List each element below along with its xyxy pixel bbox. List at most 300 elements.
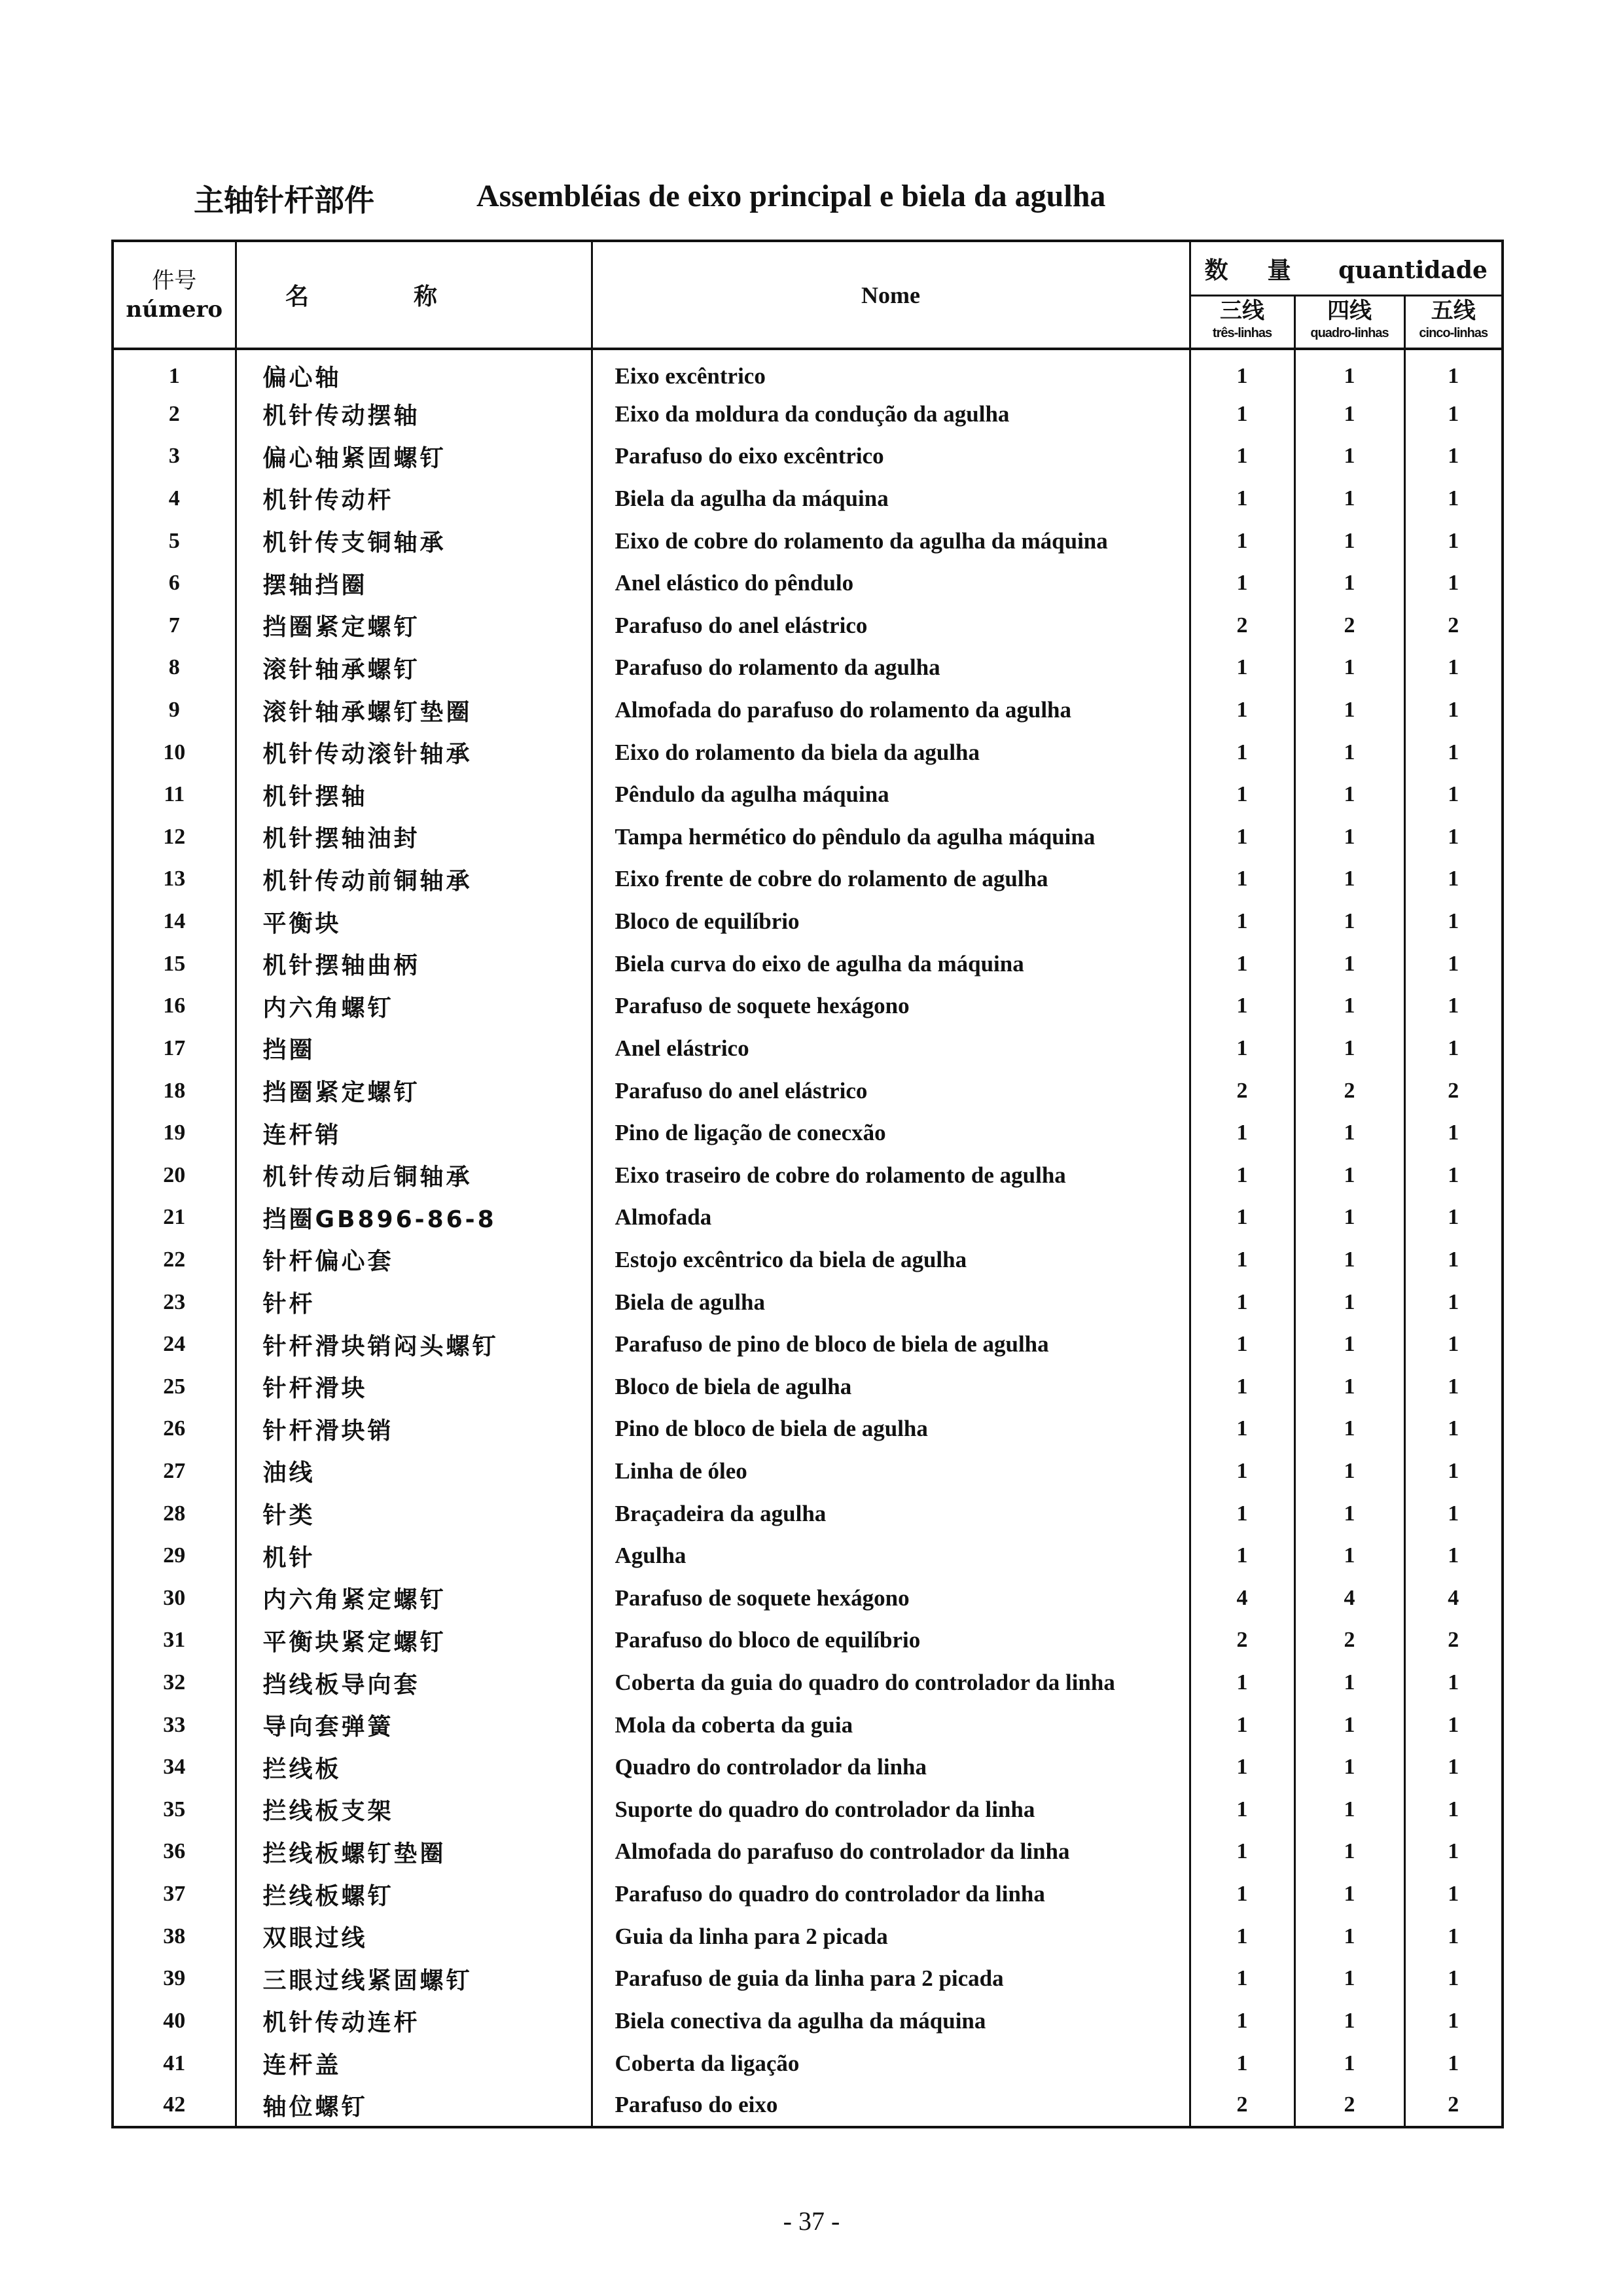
cell-qty-five: 1 bbox=[1404, 1662, 1503, 1704]
table-row bbox=[113, 2000, 1503, 2043]
cell-qty-five: 1 bbox=[1404, 858, 1503, 901]
cell-number: 1 bbox=[113, 349, 236, 393]
table-row bbox=[113, 1154, 1503, 1196]
header-five-lines bbox=[1404, 296, 1503, 350]
cell-number: 16 bbox=[113, 985, 236, 1028]
cell-qty-three: 1 bbox=[1190, 1746, 1294, 1789]
cell-number: 2 bbox=[113, 393, 236, 435]
header-five-lines-zh: 五线 bbox=[1431, 298, 1476, 324]
cell-number: 5 bbox=[113, 520, 236, 562]
cell-name-pt: Eixo excêntrico bbox=[592, 349, 1190, 393]
cell-number: 7 bbox=[113, 605, 236, 647]
cell-qty-five: 1 bbox=[1404, 1281, 1503, 1323]
cell-qty-three: 1 bbox=[1190, 1323, 1294, 1366]
cell-qty-three: 1 bbox=[1190, 1789, 1294, 1831]
table-row bbox=[113, 1577, 1503, 1620]
cell-qty-four: 1 bbox=[1294, 1873, 1404, 1916]
header-three-lines bbox=[1190, 296, 1294, 350]
table-row bbox=[113, 1196, 1503, 1239]
cell-name-pt: Parafuso do anel elástrico bbox=[592, 1069, 1190, 1112]
cell-name-pt: Eixo do rolamento da biela da agulha bbox=[592, 731, 1190, 774]
cell-name-pt: Parafuso de pino de bloco de biela de agulha bbox=[592, 1323, 1190, 1366]
cell-qty-three: 1 bbox=[1190, 647, 1294, 689]
table-row bbox=[113, 774, 1503, 816]
page-number: - 37 - bbox=[783, 2206, 840, 2236]
cell-qty-three: 1 bbox=[1190, 858, 1294, 901]
cell-number: 29 bbox=[113, 1535, 236, 1577]
cell-name-pt: Parafuso do bloco de equilíbrio bbox=[592, 1619, 1190, 1662]
cell-qty-five: 1 bbox=[1404, 1450, 1503, 1493]
cell-qty-four: 1 bbox=[1294, 1831, 1404, 1873]
parts-table bbox=[111, 240, 1504, 2128]
cell-number: 19 bbox=[113, 1112, 236, 1155]
cell-qty-three: 1 bbox=[1190, 942, 1294, 985]
cell-name-zh: 连杆盖 bbox=[236, 2042, 592, 2085]
cell-name-pt: Eixo traseiro de cobre do rolamento de agulha bbox=[592, 1154, 1190, 1196]
cell-qty-four: 1 bbox=[1294, 1408, 1404, 1450]
cell-number: 11 bbox=[113, 774, 236, 816]
cell-name-zh: 滚针轴承螺钉垫圈 bbox=[236, 689, 592, 732]
cell-number: 38 bbox=[113, 1915, 236, 1958]
cell-name-zh: 导向套弹簧 bbox=[236, 1704, 592, 1746]
cell-name-zh: 挡圈紧定螺钉 bbox=[236, 605, 592, 647]
cell-qty-five: 1 bbox=[1404, 647, 1503, 689]
cell-qty-four: 1 bbox=[1294, 1154, 1404, 1196]
cell-qty-three: 1 bbox=[1190, 731, 1294, 774]
table-row bbox=[113, 1492, 1503, 1535]
header-five-lines-pt: cinco-linhas bbox=[1419, 326, 1488, 340]
table-row bbox=[113, 689, 1503, 732]
cell-qty-five: 1 bbox=[1404, 435, 1503, 478]
cell-name-zh: 滚针轴承螺钉 bbox=[236, 647, 592, 689]
table-row bbox=[113, 1662, 1503, 1704]
cell-qty-three: 1 bbox=[1190, 478, 1294, 520]
table-row bbox=[113, 1535, 1503, 1577]
cell-qty-four: 1 bbox=[1294, 393, 1404, 435]
cell-name-pt: Eixo frente de cobre do rolamento de agulha bbox=[592, 858, 1190, 901]
cell-qty-five: 1 bbox=[1404, 985, 1503, 1028]
cell-name-pt: Linha de óleo bbox=[592, 1450, 1190, 1493]
cell-qty-five: 1 bbox=[1404, 2042, 1503, 2085]
cell-qty-four: 1 bbox=[1294, 1789, 1404, 1831]
cell-name-pt: Anel elástrico bbox=[592, 1028, 1190, 1070]
cell-name-pt: Parafuso de soquete hexágono bbox=[592, 985, 1190, 1028]
cell-name-pt: Estojo excêntrico da biela de agulha bbox=[592, 1239, 1190, 1282]
cell-qty-five: 1 bbox=[1404, 562, 1503, 605]
cell-qty-four: 1 bbox=[1294, 562, 1404, 605]
cell-name-zh: 挡圈 bbox=[236, 1028, 592, 1070]
cell-name-zh: 三眼过线紧固螺钉 bbox=[236, 1958, 592, 2000]
header-number-zh: 件号 bbox=[152, 267, 197, 294]
cell-name-zh: 机针传动后铜轴承 bbox=[236, 1154, 592, 1196]
table-row bbox=[113, 478, 1503, 520]
table-row bbox=[113, 1958, 1503, 2000]
cell-number: 24 bbox=[113, 1323, 236, 1366]
table-row bbox=[113, 985, 1503, 1028]
cell-qty-four: 1 bbox=[1294, 816, 1404, 859]
table-row bbox=[113, 1873, 1503, 1916]
table-row bbox=[113, 1704, 1503, 1746]
table-row bbox=[113, 2042, 1503, 2085]
cell-number: 8 bbox=[113, 647, 236, 689]
cell-qty-five: 1 bbox=[1404, 1704, 1503, 1746]
cell-number: 13 bbox=[113, 858, 236, 901]
cell-name-zh: 内六角螺钉 bbox=[236, 985, 592, 1028]
cell-qty-four: 2 bbox=[1294, 1069, 1404, 1112]
table-row bbox=[113, 520, 1503, 562]
cell-name-pt: Parafuso de soquete hexágono bbox=[592, 1577, 1190, 1620]
cell-number: 14 bbox=[113, 901, 236, 943]
cell-qty-five: 1 bbox=[1404, 1831, 1503, 1873]
cell-name-pt: Anel elástico do pêndulo bbox=[592, 562, 1190, 605]
cell-name-pt: Mola da coberta da guia bbox=[592, 1704, 1190, 1746]
table-row bbox=[113, 1281, 1503, 1323]
cell-name-zh: 内六角紧定螺钉 bbox=[236, 1577, 592, 1620]
cell-qty-five: 1 bbox=[1404, 1873, 1503, 1916]
cell-name-pt: Quadro do controlador da linha bbox=[592, 1746, 1190, 1789]
cell-number: 22 bbox=[113, 1239, 236, 1282]
cell-qty-four: 1 bbox=[1294, 901, 1404, 943]
cell-number: 23 bbox=[113, 1281, 236, 1323]
cell-name-zh: 双眼过线 bbox=[236, 1915, 592, 1958]
cell-qty-four: 1 bbox=[1294, 1281, 1404, 1323]
cell-qty-four: 1 bbox=[1294, 689, 1404, 732]
cell-qty-three: 1 bbox=[1190, 1154, 1294, 1196]
table-row bbox=[113, 1069, 1503, 1112]
table-row bbox=[113, 1915, 1503, 1958]
cell-qty-five: 4 bbox=[1404, 1577, 1503, 1620]
cell-qty-three: 1 bbox=[1190, 562, 1294, 605]
cell-qty-five: 1 bbox=[1404, 393, 1503, 435]
cell-number: 3 bbox=[113, 435, 236, 478]
cell-name-zh: 偏心轴紧固螺钉 bbox=[236, 435, 592, 478]
table-header bbox=[113, 241, 1503, 349]
cell-qty-four: 1 bbox=[1294, 1492, 1404, 1535]
cell-name-pt: Braçadeira da agulha bbox=[592, 1492, 1190, 1535]
cell-qty-four: 1 bbox=[1294, 858, 1404, 901]
cell-qty-three: 1 bbox=[1190, 435, 1294, 478]
cell-name-pt: Pino de ligação de conecxão bbox=[592, 1112, 1190, 1155]
cell-qty-five: 2 bbox=[1404, 605, 1503, 647]
cell-name-zh: 拦线板 bbox=[236, 1746, 592, 1789]
table-row bbox=[113, 1746, 1503, 1789]
cell-name-pt: Pino de bloco de biela de agulha bbox=[592, 1408, 1190, 1450]
cell-name-zh: 平衡块紧定螺钉 bbox=[236, 1619, 592, 1662]
cell-name-zh: 针类 bbox=[236, 1492, 592, 1535]
cell-qty-three: 1 bbox=[1190, 1112, 1294, 1155]
cell-qty-five: 1 bbox=[1404, 1365, 1503, 1408]
cell-number: 36 bbox=[113, 1831, 236, 1873]
cell-number: 27 bbox=[113, 1450, 236, 1493]
page-title-pt: Assembléias de eixo principal e biela da agulha bbox=[476, 179, 1106, 213]
cell-qty-three: 2 bbox=[1190, 2085, 1294, 2127]
cell-number: 40 bbox=[113, 2000, 236, 2043]
cell-name-pt: Coberta da guia do quadro do controlador da linha bbox=[592, 1662, 1190, 1704]
cell-qty-three: 1 bbox=[1190, 1831, 1294, 1873]
cell-qty-five: 1 bbox=[1404, 942, 1503, 985]
cell-name-zh: 油线 bbox=[236, 1450, 592, 1493]
table-row bbox=[113, 1112, 1503, 1155]
cell-qty-three: 1 bbox=[1190, 1408, 1294, 1450]
cell-name-pt: Biela de agulha bbox=[592, 1281, 1190, 1323]
cell-name-pt: Coberta da ligação bbox=[592, 2042, 1190, 2085]
cell-qty-four: 1 bbox=[1294, 1535, 1404, 1577]
cell-name-zh: 拦线板支架 bbox=[236, 1789, 592, 1831]
cell-qty-four: 1 bbox=[1294, 774, 1404, 816]
header-name-zh: 名称 bbox=[236, 241, 592, 349]
cell-name-zh: 机针摆轴 bbox=[236, 774, 592, 816]
header-four-lines bbox=[1294, 296, 1404, 350]
cell-qty-four: 1 bbox=[1294, 1196, 1404, 1239]
cell-qty-five: 1 bbox=[1404, 816, 1503, 859]
header-four-lines-zh: 四线 bbox=[1327, 298, 1372, 324]
cell-number: 33 bbox=[113, 1704, 236, 1746]
header-number-pt: número bbox=[126, 296, 223, 323]
cell-qty-three: 1 bbox=[1190, 2042, 1294, 2085]
cell-qty-four: 1 bbox=[1294, 1662, 1404, 1704]
cell-name-zh: 机针传动滚针轴承 bbox=[236, 731, 592, 774]
cell-name-pt: Parafuso do eixo bbox=[592, 2085, 1190, 2127]
table-row bbox=[113, 1831, 1503, 1873]
table-row bbox=[113, 1619, 1503, 1662]
cell-number: 35 bbox=[113, 1789, 236, 1831]
cell-qty-four: 1 bbox=[1294, 1958, 1404, 2000]
cell-qty-five: 1 bbox=[1404, 731, 1503, 774]
cell-name-pt: Eixo da moldura da condução da agulha bbox=[592, 393, 1190, 435]
cell-qty-four: 1 bbox=[1294, 731, 1404, 774]
cell-qty-three: 1 bbox=[1190, 1492, 1294, 1535]
cell-number: 31 bbox=[113, 1619, 236, 1662]
cell-qty-four: 1 bbox=[1294, 942, 1404, 985]
cell-number: 39 bbox=[113, 1958, 236, 2000]
cell-name-zh: 机针摆轴油封 bbox=[236, 816, 592, 859]
cell-name-pt: Pêndulo da agulha máquina bbox=[592, 774, 1190, 816]
cell-name-zh: 平衡块 bbox=[236, 901, 592, 943]
cell-number: 9 bbox=[113, 689, 236, 732]
table-row bbox=[113, 942, 1503, 985]
cell-qty-five: 1 bbox=[1404, 689, 1503, 732]
table-row bbox=[113, 1450, 1503, 1493]
cell-qty-five: 1 bbox=[1404, 901, 1503, 943]
cell-qty-three: 1 bbox=[1190, 1365, 1294, 1408]
table-row bbox=[113, 1323, 1503, 1366]
cell-name-zh: 挡线板导向套 bbox=[236, 1662, 592, 1704]
cell-name-zh: 拦线板螺钉垫圈 bbox=[236, 1831, 592, 1873]
cell-qty-three: 1 bbox=[1190, 1662, 1294, 1704]
cell-qty-four: 2 bbox=[1294, 605, 1404, 647]
cell-name-zh: 机针摆轴曲柄 bbox=[236, 942, 592, 985]
cell-qty-four: 1 bbox=[1294, 1704, 1404, 1746]
cell-name-zh: 拦线板螺钉 bbox=[236, 1873, 592, 1916]
cell-name-zh: 机针传动摆轴 bbox=[236, 393, 592, 435]
cell-name-pt: Suporte do quadro do controlador da linha bbox=[592, 1789, 1190, 1831]
cell-qty-four: 1 bbox=[1294, 478, 1404, 520]
cell-number: 12 bbox=[113, 816, 236, 859]
cell-qty-four: 1 bbox=[1294, 1450, 1404, 1493]
header-name-pt: Nome bbox=[592, 241, 1190, 349]
cell-number: 21 bbox=[113, 1196, 236, 1239]
cell-qty-four: 4 bbox=[1294, 1577, 1404, 1620]
cell-qty-four: 2 bbox=[1294, 2085, 1404, 2127]
cell-number: 41 bbox=[113, 2042, 236, 2085]
cell-qty-five: 1 bbox=[1404, 1746, 1503, 1789]
cell-name-pt: Parafuso do quadro do controlador da linha bbox=[592, 1873, 1190, 1916]
page-title-zh: 主轴针杆部件 bbox=[194, 183, 374, 218]
cell-number: 15 bbox=[113, 942, 236, 985]
cell-number: 20 bbox=[113, 1154, 236, 1196]
cell-name-pt: Almofada do parafuso do rolamento da agulha bbox=[592, 689, 1190, 732]
cell-name-pt: Guia da linha para 2 picada bbox=[592, 1915, 1190, 1958]
cell-name-pt: Parafuso do rolamento da agulha bbox=[592, 647, 1190, 689]
cell-qty-four: 1 bbox=[1294, 2042, 1404, 2085]
cell-name-zh: 机针 bbox=[236, 1535, 592, 1577]
table-row bbox=[113, 901, 1503, 943]
cell-name-zh: 摆轴挡圈 bbox=[236, 562, 592, 605]
cell-qty-five: 1 bbox=[1404, 1492, 1503, 1535]
cell-name-zh: 机针传支铜轴承 bbox=[236, 520, 592, 562]
cell-qty-three: 1 bbox=[1190, 520, 1294, 562]
cell-name-zh: 机针传动前铜轴承 bbox=[236, 858, 592, 901]
header-three-lines-pt: três-linhas bbox=[1212, 326, 1272, 340]
cell-qty-four: 1 bbox=[1294, 1915, 1404, 1958]
cell-name-zh: 轴位螺钉 bbox=[236, 2085, 592, 2127]
cell-qty-three: 1 bbox=[1190, 689, 1294, 732]
cell-qty-five: 1 bbox=[1404, 1915, 1503, 1958]
header-quantity-pt: quantidade bbox=[1338, 256, 1488, 284]
cell-qty-five: 1 bbox=[1404, 520, 1503, 562]
header-quantity-zh: 数量 bbox=[1204, 257, 1330, 284]
cell-qty-four: 1 bbox=[1294, 1323, 1404, 1366]
cell-qty-three: 1 bbox=[1190, 1915, 1294, 1958]
header-three-lines-zh: 三线 bbox=[1220, 298, 1264, 324]
cell-qty-four: 1 bbox=[1294, 1365, 1404, 1408]
cell-number: 26 bbox=[113, 1408, 236, 1450]
cell-number: 17 bbox=[113, 1028, 236, 1070]
cell-name-zh: 针杆 bbox=[236, 1281, 592, 1323]
cell-name-pt: Agulha bbox=[592, 1535, 1190, 1577]
cell-qty-five: 1 bbox=[1404, 1958, 1503, 2000]
cell-qty-five: 1 bbox=[1404, 1196, 1503, 1239]
cell-qty-five: 1 bbox=[1404, 349, 1503, 393]
cell-qty-five: 1 bbox=[1404, 1535, 1503, 1577]
table-row bbox=[113, 816, 1503, 859]
cell-number: 10 bbox=[113, 731, 236, 774]
cell-name-zh: 针杆滑块 bbox=[236, 1365, 592, 1408]
cell-name-pt: Biela conectiva da agulha da máquina bbox=[592, 2000, 1190, 2043]
cell-number: 6 bbox=[113, 562, 236, 605]
cell-qty-four: 1 bbox=[1294, 1112, 1404, 1155]
cell-qty-three: 1 bbox=[1190, 985, 1294, 1028]
cell-name-pt: Eixo de cobre do rolamento da agulha da máquina bbox=[592, 520, 1190, 562]
table-body bbox=[113, 349, 1503, 2127]
cell-name-pt: Parafuso do eixo excêntrico bbox=[592, 435, 1190, 478]
cell-name-zh: 挡圈GB896-86-8 bbox=[236, 1196, 592, 1239]
cell-number: 34 bbox=[113, 1746, 236, 1789]
cell-name-pt: Biela curva do eixo de agulha da máquina bbox=[592, 942, 1190, 985]
cell-name-pt: Tampa hermético do pêndulo da agulha máquina bbox=[592, 816, 1190, 859]
header-four-lines-pt: quadro-linhas bbox=[1310, 326, 1389, 340]
cell-qty-three: 1 bbox=[1190, 1196, 1294, 1239]
cell-qty-five: 1 bbox=[1404, 1323, 1503, 1366]
cell-qty-four: 2 bbox=[1294, 1619, 1404, 1662]
cell-qty-four: 1 bbox=[1294, 2000, 1404, 2043]
cell-qty-three: 1 bbox=[1190, 1239, 1294, 1282]
table-row bbox=[113, 349, 1503, 393]
cell-qty-three: 1 bbox=[1190, 1028, 1294, 1070]
table-row bbox=[113, 858, 1503, 901]
cell-name-zh: 挡圈紧定螺钉 bbox=[236, 1069, 592, 1112]
cell-name-pt: Bloco de equilíbrio bbox=[592, 901, 1190, 943]
cell-name-zh: 机针传动杆 bbox=[236, 478, 592, 520]
cell-qty-three: 1 bbox=[1190, 774, 1294, 816]
cell-qty-three: 1 bbox=[1190, 393, 1294, 435]
table-row bbox=[113, 393, 1503, 435]
cell-qty-five: 1 bbox=[1404, 2000, 1503, 2043]
cell-qty-four: 1 bbox=[1294, 349, 1404, 393]
cell-qty-four: 1 bbox=[1294, 647, 1404, 689]
table-row bbox=[113, 731, 1503, 774]
table-row bbox=[113, 1365, 1503, 1408]
cell-name-pt: Almofada do parafuso do controlador da linha bbox=[592, 1831, 1190, 1873]
cell-name-pt: Biela da agulha da máquina bbox=[592, 478, 1190, 520]
cell-qty-five: 1 bbox=[1404, 1112, 1503, 1155]
cell-name-zh: 针杆滑块销 bbox=[236, 1408, 592, 1450]
cell-qty-three: 1 bbox=[1190, 1873, 1294, 1916]
cell-qty-five: 1 bbox=[1404, 1154, 1503, 1196]
cell-name-pt: Parafuso do anel elástrico bbox=[592, 605, 1190, 647]
cell-qty-four: 1 bbox=[1294, 985, 1404, 1028]
cell-qty-three: 4 bbox=[1190, 1577, 1294, 1620]
header-number bbox=[113, 241, 236, 349]
cell-qty-three: 1 bbox=[1190, 2000, 1294, 2043]
cell-number: 30 bbox=[113, 1577, 236, 1620]
cell-number: 28 bbox=[113, 1492, 236, 1535]
cell-qty-three: 1 bbox=[1190, 901, 1294, 943]
cell-qty-five: 1 bbox=[1404, 1239, 1503, 1282]
table-row bbox=[113, 605, 1503, 647]
cell-number: 18 bbox=[113, 1069, 236, 1112]
table-row bbox=[113, 1408, 1503, 1450]
cell-qty-five: 2 bbox=[1404, 2085, 1503, 2127]
table-row bbox=[113, 2085, 1503, 2127]
table-row bbox=[113, 1028, 1503, 1070]
cell-qty-three: 1 bbox=[1190, 1281, 1294, 1323]
table-row bbox=[113, 647, 1503, 689]
cell-qty-five: 1 bbox=[1404, 1408, 1503, 1450]
header-quantity bbox=[1190, 241, 1503, 296]
cell-number: 4 bbox=[113, 478, 236, 520]
cell-qty-five: 1 bbox=[1404, 478, 1503, 520]
cell-name-zh: 连杆销 bbox=[236, 1112, 592, 1155]
cell-number: 42 bbox=[113, 2085, 236, 2127]
cell-qty-three: 1 bbox=[1190, 1450, 1294, 1493]
cell-qty-four: 1 bbox=[1294, 435, 1404, 478]
cell-name-pt: Almofada bbox=[592, 1196, 1190, 1239]
cell-qty-three: 1 bbox=[1190, 816, 1294, 859]
cell-qty-three: 2 bbox=[1190, 1069, 1294, 1112]
cell-qty-four: 1 bbox=[1294, 520, 1404, 562]
cell-name-zh: 针杆偏心套 bbox=[236, 1239, 592, 1282]
cell-qty-five: 1 bbox=[1404, 1028, 1503, 1070]
cell-qty-three: 1 bbox=[1190, 349, 1294, 393]
cell-name-pt: Bloco de biela de agulha bbox=[592, 1365, 1190, 1408]
cell-qty-five: 1 bbox=[1404, 774, 1503, 816]
cell-number: 25 bbox=[113, 1365, 236, 1408]
cell-qty-three: 1 bbox=[1190, 1704, 1294, 1746]
cell-name-pt: Parafuso de guia da linha para 2 picada bbox=[592, 1958, 1190, 2000]
cell-qty-four: 1 bbox=[1294, 1746, 1404, 1789]
table-row bbox=[113, 1789, 1503, 1831]
